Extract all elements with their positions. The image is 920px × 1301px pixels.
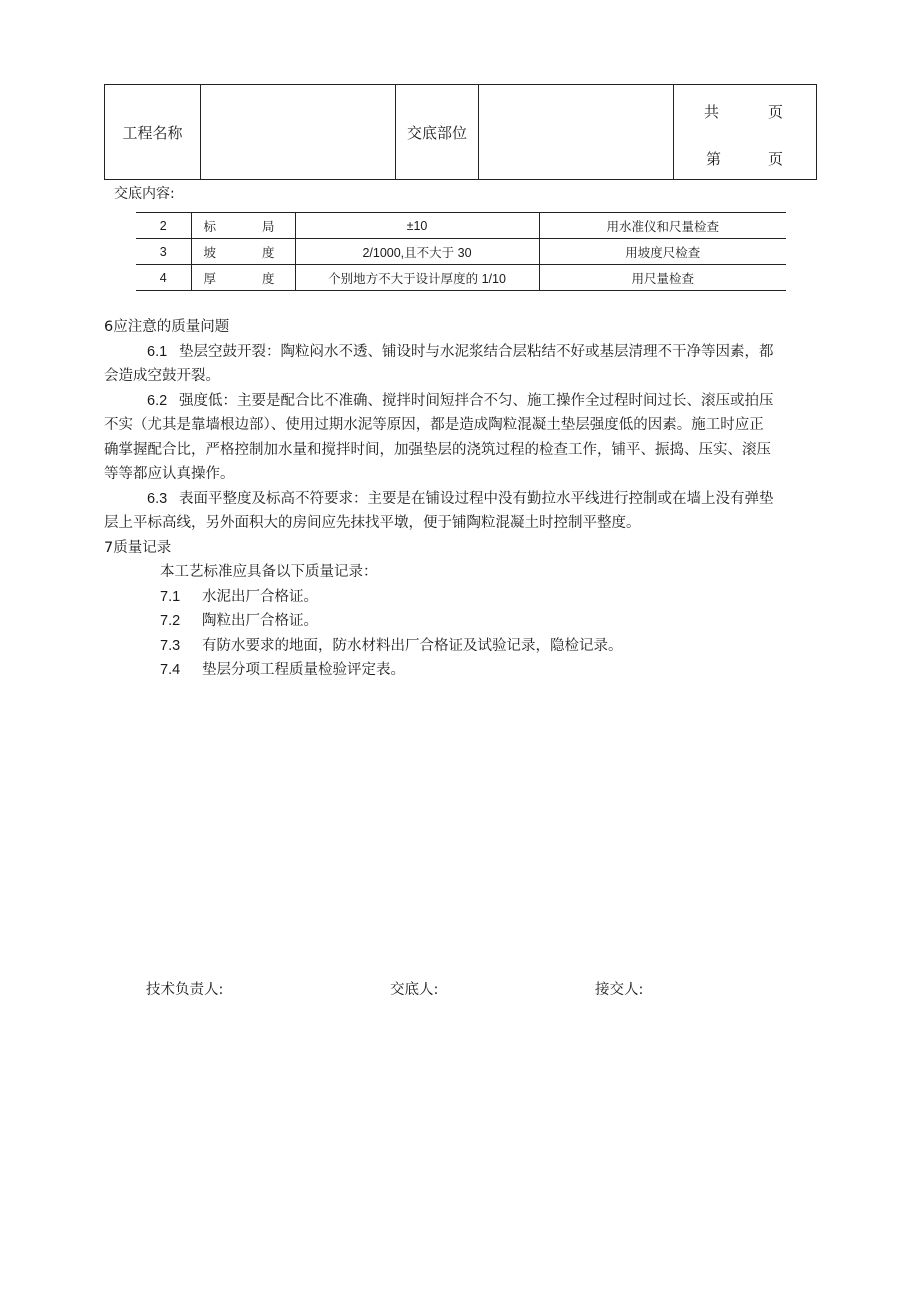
page-count-cell (674, 85, 817, 180)
table-row (136, 213, 786, 239)
item-char-a: 标 (203, 218, 217, 234)
section6-title: 6应注意的质量问题 (104, 319, 230, 335)
item-6-2-number: 6.2 (147, 393, 168, 409)
item-6-2-line: 强度低：主要是配合比不准确、搅拌时间短拌合不匀、施工操作全过程时间过长、滚压或拍压 (179, 393, 774, 409)
item-char-a: 厚 (203, 270, 217, 286)
section7-intro: 本工艺标准应具备以下质量记录： (160, 564, 378, 580)
item-6-2-line: 不实（尤其是靠墙根边部）、使用过期水泥等原因，都是造成陶粒混凝土垫层强度低的因素。施工时应正 (104, 417, 764, 433)
row-item (191, 213, 295, 239)
item-char-a: 坡 (203, 244, 217, 260)
item-char-b: 度 (261, 244, 275, 260)
item-6-1-number: 6.1 (147, 344, 168, 360)
handover-by-signature-label: 交底人: (390, 982, 439, 998)
item-7-4-number: 7.4 (160, 662, 181, 678)
row-item (191, 265, 295, 291)
row-method: 用尺量检查 (539, 265, 786, 291)
item-6-1-line: 垫层空鼓开裂：陶粒闷水不透、铺设时与水泥浆结合层粘结不好或基层清理不干净等因素，都 (179, 344, 774, 360)
item-char-b: 局 (261, 218, 275, 234)
project-name-value[interactable] (201, 85, 396, 180)
row-number: 2 (136, 213, 191, 239)
row-tolerance: ±10 (295, 213, 539, 239)
item-7-1-text: 水泥出厂合格证。 (202, 589, 318, 605)
total-label: 共 (704, 103, 720, 121)
item-6-2-line: 确掌握配合比，严格控制加水量和搅拌时间，加强垫层的浇筑过程的检查工作，铺平、振捣、压实、滚压 (104, 442, 771, 458)
item-6-3-number: 6.3 (147, 491, 168, 507)
content-label: 交底内容: (114, 186, 175, 202)
item-char-b: 度 (261, 270, 275, 286)
handover-part-value[interactable] (479, 85, 674, 180)
table-row (136, 265, 786, 291)
item-6-3-line: 表面平整度及标高不符要求：主要是在铺设过程中没有勤拉水平线进行控制或在墙上没有弹垫 (179, 491, 774, 507)
page-unit-1: 页 (768, 103, 784, 121)
table-row (136, 239, 786, 265)
received-by-signature-label: 接交人: (595, 982, 644, 998)
row-method: 用坡度尺检查 (539, 239, 786, 265)
handover-part-label: 交底部位 (396, 85, 479, 180)
item-7-3-number: 7.3 (160, 638, 181, 654)
item-7-3-text: 有防水要求的地面，防水材料出厂合格证及试验记录，隐检记录。 (202, 638, 623, 654)
item-7-2-number: 7.2 (160, 613, 181, 629)
item-7-1-number: 7.1 (160, 589, 181, 605)
tolerance-table (136, 212, 786, 291)
row-tolerance: 个别地方不大于设计厚度的 1/10 (295, 265, 539, 291)
project-name-label: 工程名称 (105, 85, 201, 180)
tech-lead-signature-label: 技术负责人: (146, 982, 224, 998)
row-method: 用水准仪和尺量检查 (539, 213, 786, 239)
section7-title: 7质量记录 (104, 540, 172, 556)
row-number: 4 (136, 265, 191, 291)
item-7-4-text: 垫层分项工程质量检验评定表。 (202, 662, 405, 678)
row-number: 3 (136, 239, 191, 265)
header-table (104, 84, 817, 180)
row-tolerance: 2/1000,且不大于 30 (295, 239, 539, 265)
item-6-2-line: 等等都应认真操作。 (104, 466, 235, 482)
page-no-label: 第 (706, 150, 722, 168)
row-item (191, 239, 295, 265)
item-6-1-line: 会造成空鼓开裂。 (104, 368, 220, 384)
item-7-2-text: 陶粒出厂合格证。 (202, 613, 318, 629)
item-6-3-line: 层上平标高线，另外面积大的房间应先抹找平墩，便于铺陶粒混凝土时控制平整度。 (104, 515, 641, 531)
page-unit-2: 页 (768, 150, 784, 168)
